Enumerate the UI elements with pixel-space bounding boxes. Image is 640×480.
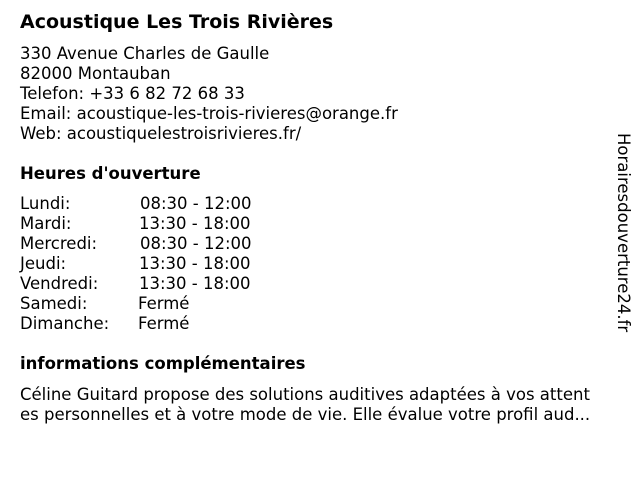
business-description <box>20 385 590 425</box>
business-contact <box>20 44 398 144</box>
hours-heading: Heures d'ouverture <box>20 164 201 183</box>
hours-day: Dimanche: <box>20 314 110 333</box>
hours-time: 13:30 - 18:00 <box>139 254 251 273</box>
description-line: es personnelles et à votre mode de vie. Elle évalue votre profil aud... <box>20 405 591 424</box>
hours-day: Mardi: <box>20 214 72 233</box>
description-line: Céline Guitard propose des solutions auditives adaptées à vos attent <box>20 385 590 404</box>
hours-day: Vendredi: <box>20 274 99 293</box>
info-heading: informations complémentaires <box>20 354 306 373</box>
hours-time: Fermé <box>138 294 190 313</box>
business-name: Acoustique Les Trois Rivières <box>20 11 334 33</box>
hours-time: 13:30 - 18:00 <box>139 214 251 233</box>
hours-time: 13:30 - 18:00 <box>139 274 251 293</box>
hours-time: 08:30 - 12:00 <box>140 194 252 213</box>
hours-time: 08:30 - 12:00 <box>140 234 252 253</box>
business-city: 82000 Montauban <box>20 64 171 83</box>
hours-day: Lundi: <box>20 194 71 213</box>
site-brand-vertical[interactable]: Horairesdouverture24.fr <box>614 133 633 333</box>
business-street: 330 Avenue Charles de Gaulle <box>20 44 270 63</box>
hours-day: Samedi: <box>20 294 88 313</box>
hours-time: Fermé <box>138 314 190 333</box>
business-phone[interactable]: Telefon: +33 6 82 72 68 33 <box>20 84 245 103</box>
hours-day: Mercredi: <box>20 234 98 253</box>
business-website[interactable]: Web: acoustiquelestroisrivieres.fr/ <box>20 124 302 143</box>
hours-day: Jeudi: <box>20 254 67 273</box>
business-email[interactable]: Email: acoustique-les-trois-rivieres@orange.fr <box>20 104 398 123</box>
